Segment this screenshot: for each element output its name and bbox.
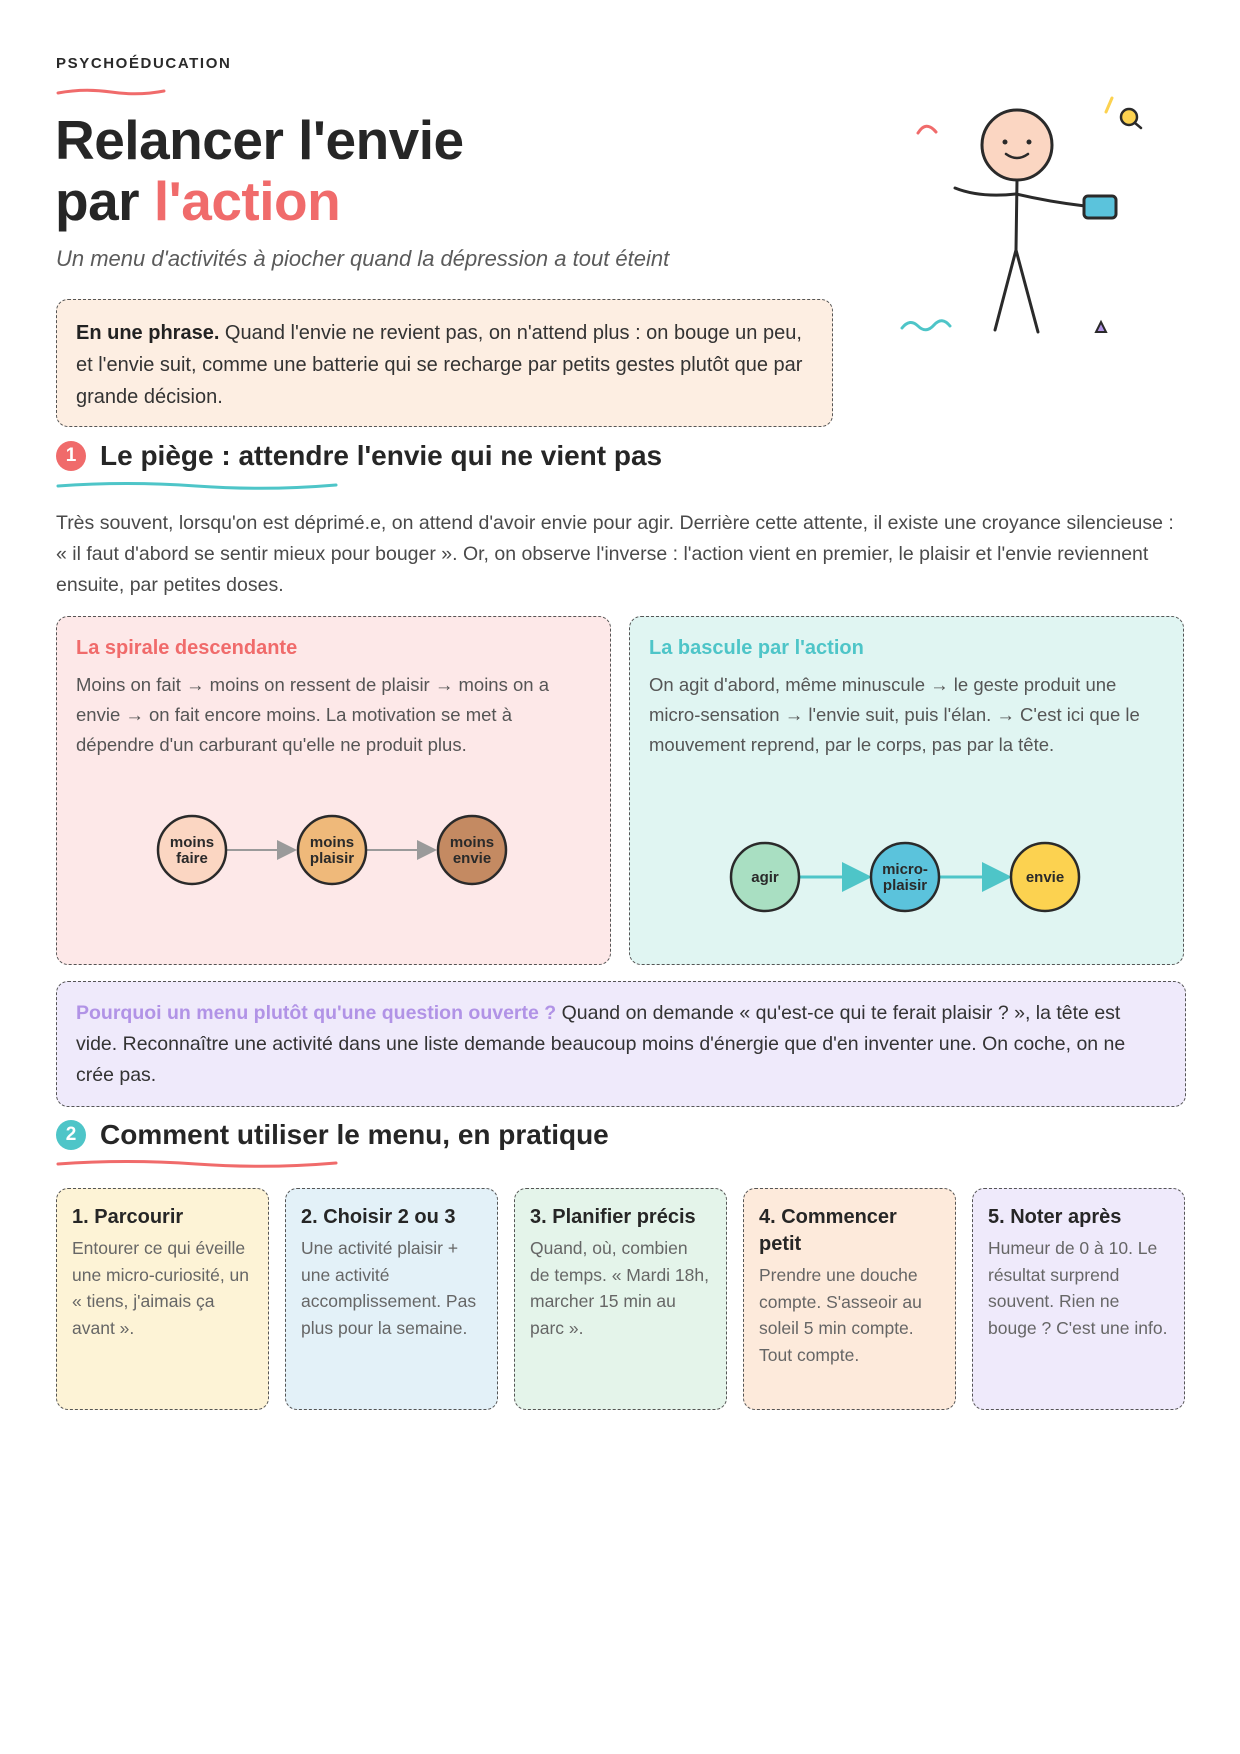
step-card-2 — [285, 1188, 498, 1410]
step-card-3 — [514, 1188, 727, 1410]
bascule-text: On agit d'abord, même minuscule → le geste produit une micro-sensation → l'envie suit, puis l'élan. → C'est ici que le mouvement reprend, par le corps, pas par la tête. — [649, 674, 1140, 755]
spiral-text: Moins on fait → moins on ressent de plaisir → moins on a envie → on fait encore moins. La motivation se met à dépendre d'un carburant qu'elle ne produit plus. — [76, 674, 549, 755]
svg-text:envie: envie — [1025, 869, 1065, 886]
section-1-heading — [56, 440, 662, 472]
page-title — [55, 110, 464, 232]
stick-figure-illustration — [900, 90, 1170, 350]
step-4-title: 4. Commencer petit — [759, 1206, 897, 1255]
step-card-4 — [743, 1188, 956, 1410]
wave-doodle — [902, 321, 950, 330]
why-menu-box — [56, 981, 1186, 1107]
spiral-node-2 — [298, 816, 366, 884]
section-1-paragraph: Très souvent, lorsqu'on est déprimé.e, on attend d'avoir envie pour agir. Derrière cette attente, il existe une croyance silencieuse : « il faut d'abord se sentir mieux pour bouger ». Or, on observe l'inverse : l'action vient en premier, le plaisir et l'envie reviennent ensuite, par petites doses. — [56, 512, 1174, 596]
triangle-doodle — [1096, 322, 1106, 332]
bascule-node-2 — [871, 843, 939, 911]
title-line-1: Relancer l'envie — [55, 109, 464, 171]
svg-text:micro-: micro- — [882, 861, 928, 878]
head-icon — [982, 110, 1052, 180]
svg-text:moins: moins — [449, 834, 495, 851]
spiral-node-1 — [158, 816, 226, 884]
section-2-number-badge: 2 — [56, 1120, 86, 1150]
step-3-text: Quand, où, combien de temps. « Mardi 18h, marcher 15 min au parc ». — [530, 1238, 709, 1338]
eyebrow-underline — [56, 86, 166, 98]
svg-text:plaisir: plaisir — [882, 877, 928, 894]
bascule-diagram — [630, 832, 1185, 932]
arc-doodle — [918, 126, 936, 133]
summary-box — [56, 299, 833, 427]
step-2-title: 2. Choisir 2 ou 3 — [301, 1206, 456, 1228]
bascule-panel — [629, 616, 1184, 965]
phone-icon — [1084, 196, 1116, 218]
summary-text: Quand l'envie ne revient pas, on n'attend plus : on bouge un peu, et l'envie suit, comme une batterie qui se recharge par petits gestes plutôt que par grande décision. — [76, 322, 803, 408]
title-line-2-prefix: par — [55, 170, 154, 232]
step-2-text: Une activité plaisir + une activité accomplissement. Pas plus pour la semaine. — [301, 1238, 477, 1338]
bascule-node-3 — [1011, 843, 1079, 911]
step-5-text: Humeur de 0 à 10. Le résultat surprend souvent. Rien ne bouge ? C'est une info. — [988, 1238, 1168, 1338]
svg-text:faire: faire — [176, 850, 208, 867]
step-card-1 — [56, 1188, 269, 1410]
section-2-heading — [56, 1119, 609, 1151]
why-lead: Pourquoi un menu plutôt qu'une question ouverte ? — [76, 1002, 557, 1024]
bascule-title: La bascule par l'action — [649, 637, 864, 659]
spiral-diagram — [57, 803, 612, 903]
why-text: Quand on demande « qu'est-ce qui te ferait plaisir ? », la tête est vide. Reconnaître une activité dans une liste demande beaucoup moins d'énergie que d'en inventer une. On coche, on ne crée pas. — [76, 1002, 1126, 1086]
title-accent: l'action — [153, 170, 341, 232]
section-2-underline — [56, 1158, 338, 1170]
section-1-underline — [56, 480, 338, 492]
step-4-text: Prendre une douche compte. S'asseoir au soleil 5 min compte. Tout compte. — [759, 1265, 922, 1365]
step-1-text: Entourer ce qui éveille une micro-curiosité, un « tiens, j'aimais ça avant ». — [72, 1238, 250, 1338]
step-5-title: 5. Noter après — [988, 1206, 1122, 1228]
section-1-title: Le piège : attendre l'envie qui ne vient pas — [100, 440, 663, 471]
spiral-title: La spirale descendante — [76, 637, 298, 659]
spiral-node-3 — [438, 816, 506, 884]
svg-text:moins: moins — [169, 834, 215, 851]
svg-text:moins: moins — [309, 834, 355, 851]
summary-lead: En une phrase. — [76, 322, 220, 344]
step-3-title: 3. Planifier précis — [530, 1206, 696, 1228]
page-subtitle: Un menu d'activités à piocher quand la dépression a tout éteint — [56, 246, 670, 271]
svg-text:envie: envie — [452, 850, 492, 867]
section-1-number-badge: 1 — [56, 441, 86, 471]
svg-text:plaisir: plaisir — [309, 850, 355, 867]
spark-doodle — [1106, 98, 1112, 112]
spiral-panel — [56, 616, 611, 965]
bascule-node-1 — [731, 843, 799, 911]
svg-text:agir: agir — [751, 869, 779, 886]
step-1-title: 1. Parcourir — [72, 1206, 184, 1228]
step-card-5 — [972, 1188, 1185, 1410]
eyebrow-label: PSYCHOÉDUCATION — [56, 55, 232, 72]
section-2-title: Comment utiliser le menu, en pratique — [100, 1119, 609, 1150]
